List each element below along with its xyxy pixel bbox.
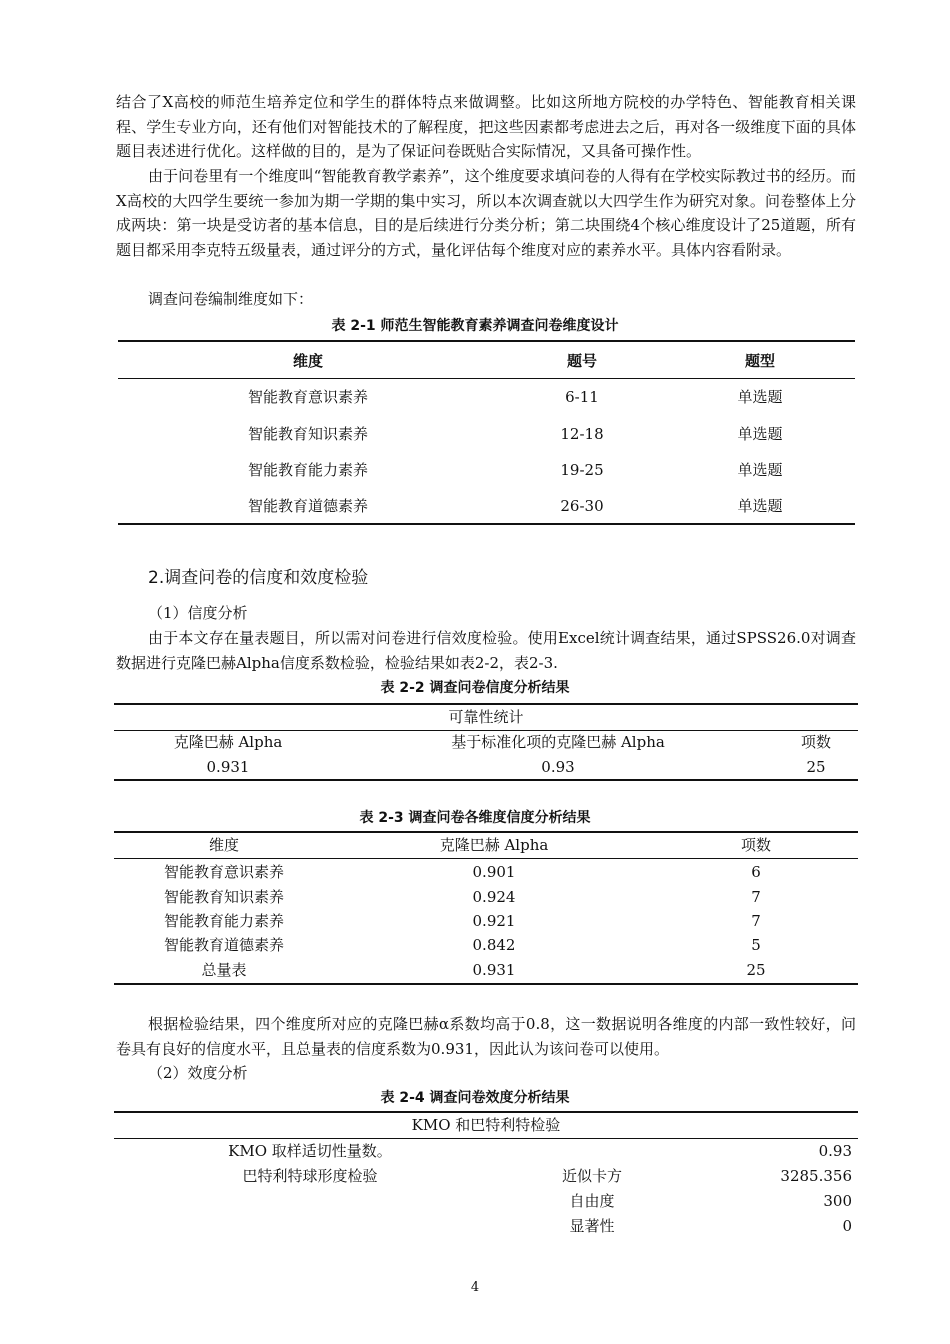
table-3-top-rule <box>114 831 858 833</box>
table-1-cell: 26-30 <box>560 497 604 515</box>
table-3-cell: 0.901 <box>472 863 516 881</box>
table-3-cell: 6 <box>751 863 761 881</box>
subsection-reliability: （1）信度分析 <box>148 604 248 622</box>
table-4-title-rule <box>114 1138 858 1139</box>
paragraph-3: 调查问卷编制维度如下： <box>148 290 314 308</box>
paragraph-1: 结合了X高校的师范生培养定位和学生的群体特点来做调整。比如这所地方院校的办学特色、智能教育相关课程、学生专业方向，还有他们对智能技术的了解程度，把这些因素都考虑进去之后，再对各一级维度下面的具体题目表述进行优化。这样做的目的，是为了保证问卷既贴合实际情况，又具备可操作性。 <box>116 93 856 161</box>
table-4-caption: 表 2-4 调查问卷效度分析结果 <box>380 1090 570 1106</box>
table-1-cell: 12-18 <box>560 425 604 443</box>
table-4-cell: 300 <box>823 1192 852 1210</box>
table-4-title: KMO 和巴特利特检验 <box>411 1116 561 1134</box>
table-2-header-std-alpha: 基于标准化项的克隆巴赫 Alpha <box>451 733 665 751</box>
table-1-cell: 单选题 <box>737 497 783 515</box>
table-1-cell: 19-25 <box>560 461 604 479</box>
table-3-cell: 智能教育能力素养 <box>163 912 284 930</box>
table-3-cell: 7 <box>751 888 761 906</box>
table-2-header-alpha: 克隆巴赫 Alpha <box>173 733 283 751</box>
table-2-top-rule <box>114 703 858 705</box>
table-4-cell: 近似卡方 <box>561 1167 622 1185</box>
table-3-cell: 5 <box>751 936 761 954</box>
table-4-top-rule <box>114 1111 858 1113</box>
table-4-cell: 3285.356 <box>780 1167 852 1185</box>
table-1-cell: 6-11 <box>565 388 599 406</box>
table-2-cell: 25 <box>806 758 826 776</box>
table-1-bottom-rule <box>118 523 855 525</box>
section-heading: 2.调查问卷的信度和效度检验 <box>148 568 369 588</box>
table-3-cell: 0.842 <box>472 936 516 954</box>
table-3-header-dimension: 维度 <box>208 836 239 854</box>
table-3-cell: 0.924 <box>472 888 516 906</box>
table-3-cell: 总量表 <box>201 961 247 979</box>
table-3-cell: 智能教育知识素养 <box>163 888 284 906</box>
paragraph-5: 根据检验结果，四个维度所对应的克隆巴赫α系数均高于0.8，这一数据说明各维度的内部一致性较好，问卷具有良好的信度水平，且总量表的信度系数为0.931，因此认为该问卷可以使用。 <box>116 1015 856 1058</box>
table-1-cell: 单选题 <box>737 388 783 406</box>
table-3-cell: 0.921 <box>472 912 516 930</box>
table-3-cell: 25 <box>746 961 766 979</box>
table-2-cell: 0.93 <box>541 758 575 776</box>
table-3-header-rule <box>114 858 858 859</box>
table-1-header-rule <box>118 378 855 379</box>
table-4-bartlett-label: 巴特利特球形度检验 <box>242 1167 378 1185</box>
table-4-kmo-label: KMO 取样适切性量数。 <box>228 1142 392 1160</box>
table-1-header-item: 题号 <box>566 352 597 370</box>
paragraph-4: 由于本文存在量表题目，所以需对问卷进行信效度检验。使用Excel统计调查结果，通过SPSS26.0对调查数据进行克隆巴赫Alpha信度系数检验，检验结果如表2-2，表2-3. <box>116 629 856 672</box>
table-2-caption: 表 2-2 调查问卷信度分析结果 <box>380 680 570 696</box>
table-1-cell: 智能教育意识素养 <box>247 388 368 406</box>
table-3-caption: 表 2-3 调查问卷各维度信度分析结果 <box>359 810 591 826</box>
table-1-cell: 智能教育知识素养 <box>247 425 368 443</box>
table-4-cell: 自由度 <box>569 1192 615 1210</box>
table-3-header-count: 项数 <box>740 836 771 854</box>
table-2-cell: 0.931 <box>206 758 250 776</box>
table-2-title: 可靠性统计 <box>448 708 524 726</box>
table-4-cell: 显著性 <box>569 1217 615 1235</box>
table-4-kmo-value: 0.93 <box>818 1142 852 1160</box>
table-1-cell: 单选题 <box>737 425 783 443</box>
table-1-cell: 智能教育道德素养 <box>247 497 368 515</box>
table-2-bottom-rule <box>114 779 858 781</box>
table-2-header-count: 项数 <box>800 733 831 751</box>
page-number: 4 <box>470 1280 480 1295</box>
subsection-validity: （2）效度分析 <box>148 1064 248 1082</box>
table-1-cell: 智能教育能力素养 <box>247 461 368 479</box>
table-1-caption: 表 2-1 师范生智能教育素养调查问卷维度设计 <box>331 318 619 334</box>
table-1-cell: 单选题 <box>737 461 783 479</box>
table-3-cell: 7 <box>751 912 761 930</box>
table-3-cell: 智能教育意识素养 <box>163 863 284 881</box>
table-1-header-type: 题型 <box>744 352 775 370</box>
paragraph-2: 由于问卷里有一个维度叫“智能教育教学素养”，这个维度要求填问卷的人得有在学校实际教过书的经历。而X高校的大四学生要统一参加为期一学期的集中实习，所以本次调查就以大四学生作为研究对象。问卷整体上分成两块：第一块是受访者的基本信息，目的是后续进行分类分析；第二块围绕4个核心维度设计了25道题，所有题目都采用李克特五级量表，通过评分的方式，量化评估每个维度对应的素养水平。具体内容看附录。 <box>116 167 856 259</box>
table-3-header-alpha: 克隆巴赫 Alpha <box>439 836 549 854</box>
table-1-header-dimension: 维度 <box>292 352 323 370</box>
table-4-cell: 0 <box>842 1217 852 1235</box>
table-3-bottom-rule <box>114 983 858 985</box>
table-3-cell: 智能教育道德素养 <box>163 936 284 954</box>
table-1-top-rule <box>118 340 855 342</box>
table-3-cell: 0.931 <box>472 961 516 979</box>
